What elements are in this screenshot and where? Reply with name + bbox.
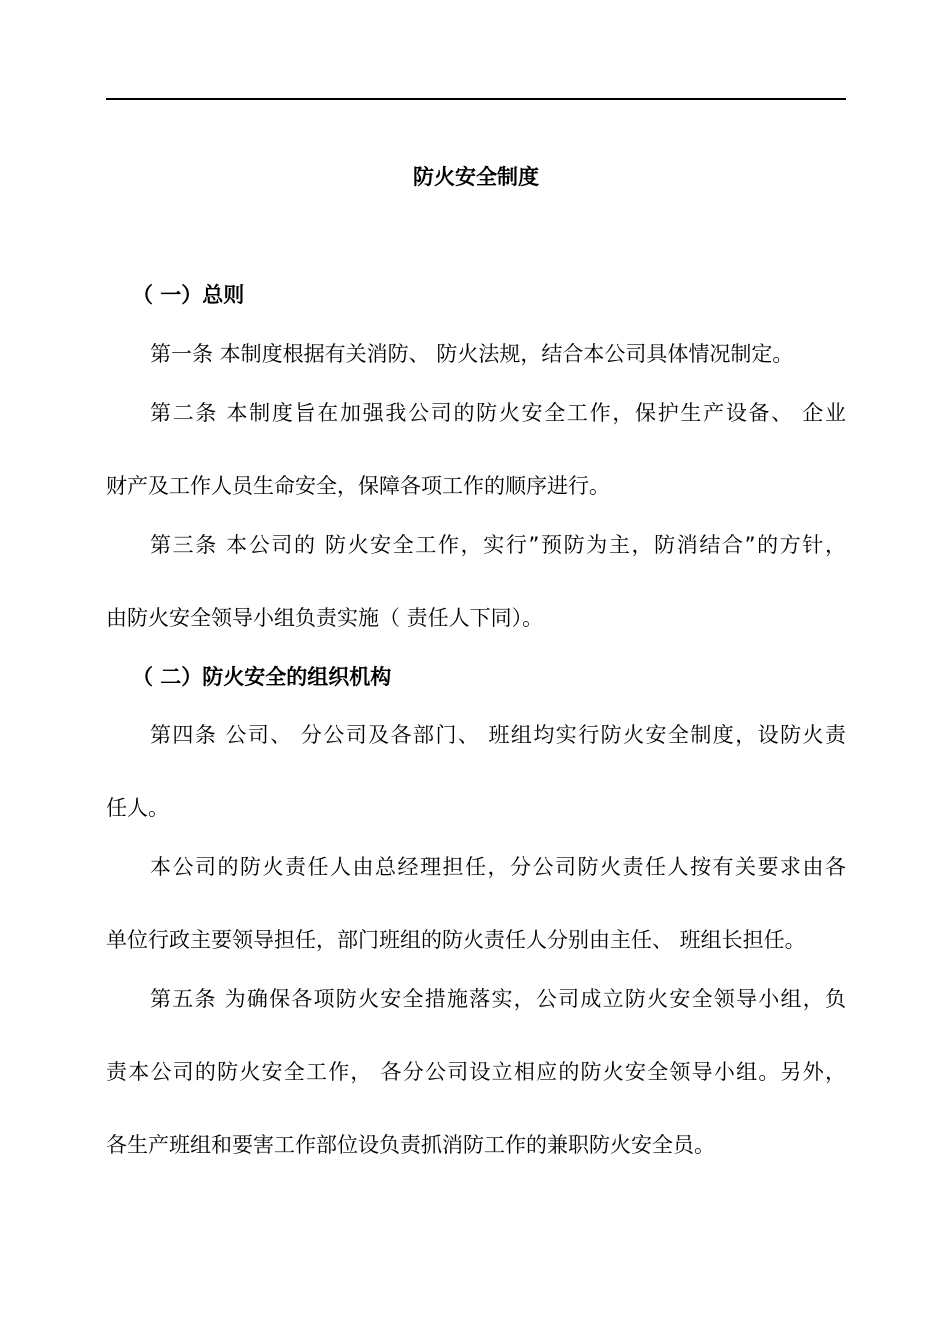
article-1-line-1: 第一条 本制度根据有关消防、 防火法规，结合本公司具体情况制定。 bbox=[150, 342, 794, 366]
article-4-line-2: 任人。 bbox=[106, 796, 169, 820]
section-heading-organization: （ 二）防火安全的组织机构 bbox=[132, 665, 392, 689]
article-5-line-2: 责本公司的防火安全工作， 各分公司设立相应的防火安全领导小组。另外， bbox=[106, 1060, 846, 1084]
document-title: 防火安全制度 bbox=[413, 165, 539, 189]
article-4-para-2-line-1: 本公司的防火责任人由总经理担任，分公司防火责任人按有关要求由各 bbox=[150, 855, 846, 879]
article-5-line-1: 第五条 为确保各项防火安全措施落实，公司成立防火安全领导小组，负 bbox=[150, 987, 846, 1011]
article-2-line-2: 财产及工作人员生命安全，保障各项工作的顺序进行。 bbox=[106, 474, 610, 498]
article-3-line-2: 由防火安全领导小组负责实施（ 责任人下同）。 bbox=[106, 606, 544, 630]
article-4-line-1: 第四条 公司、 分公司及各部门、 班组均实行防火安全制度，设防火责 bbox=[150, 723, 846, 747]
article-5-line-3: 各生产班组和要害工作部位设负责抓消防工作的兼职防火安全员。 bbox=[106, 1133, 715, 1157]
header-rule bbox=[106, 98, 846, 100]
article-4-para-2-line-2: 单位行政主要领导担任，部门班组的防火责任人分别由主任、 班组长担任。 bbox=[106, 928, 806, 952]
section-heading-general: （ 一）总则 bbox=[132, 283, 245, 307]
article-2-line-1: 第二条 本制度旨在加强我公司的防火安全工作，保护生产设备、 企业 bbox=[150, 401, 846, 425]
article-3-line-1: 第三条 本公司的 防火安全工作，实行”预防为主，防消结合”的方针， bbox=[150, 533, 846, 557]
